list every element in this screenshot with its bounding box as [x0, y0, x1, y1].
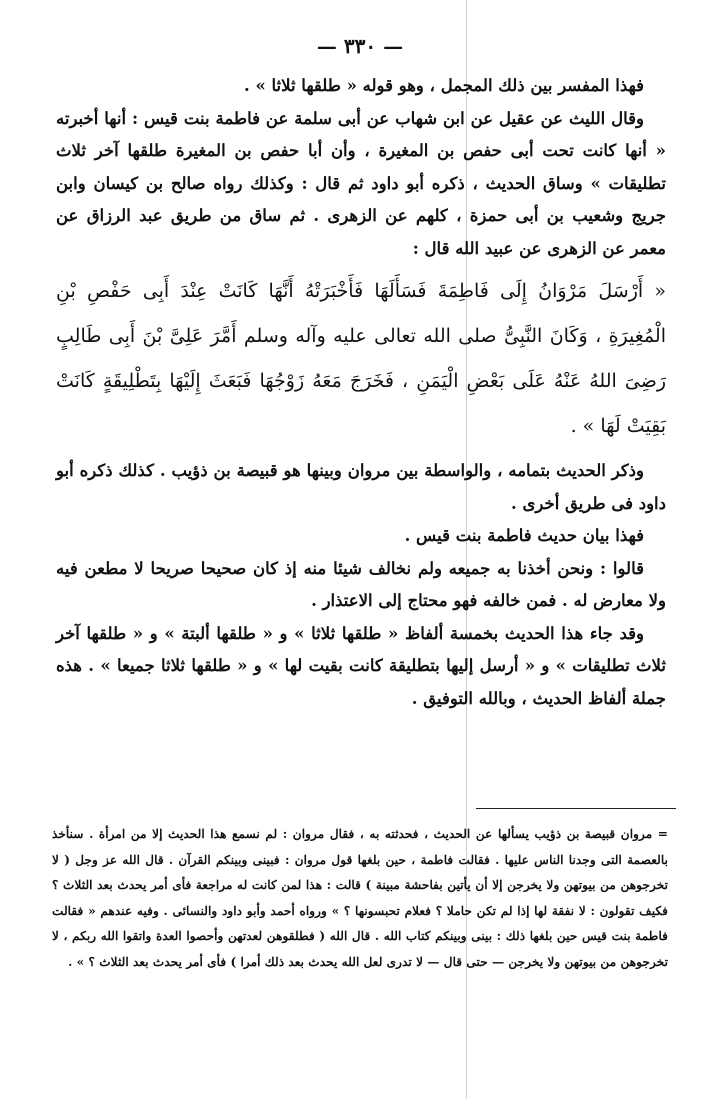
hadith-quote: « أَرْسَلَ مَرْوَانُ إِلَى فَاطِمَةَ فَسَأَلَهَا فَأَخْبَرَتْهُ أَنَّهَا كَانَتْ عِنْدَ أَبِى حَفْصِ بْنِ الْمُغِيرَةِ ، وَكَانَ النَّبِىُّ صلى الله تعالى عليه وآله وسلم أَمَّرَ عَلِىَّ بْنَ أَبِى طَالِبٍ رَضِىَ اللهُ عَنْهُ عَلَى بَعْضِ الْيَمَنِ ، فَخَرَجَ مَعَهُ زَوْجُهَا فَبَعَثَ إِلَيْهَا بِتَطْلِيقَةٍ كَانَتْ بَقِيَتْ لَهَا » . [56, 280, 666, 437]
paragraph-4: فهذا بيان حديث فاطمة بنت قيس . [404, 526, 644, 545]
paragraph-1: فهذا المفسر بين ذلك المجمل ، وهو قوله « طلقها ثلاثا » . [243, 76, 644, 95]
paragraph-5: قالوا : ونحن أخذنا به جميعه ولم نخالف شيئا منه إذ كان صحيحا صريحا لا مطعن فيه ولا معارض له . فمن خالفه فهو محتاج إلى الاعتذار . [56, 558, 666, 610]
paragraph-6: وقد جاء هذا الحديث بخمسة ألفاظ « طلقها ثلاثا » و « طلقها ألبتة » و « طلقها آخر ثلاث تطليقات » و « أرسل إليها بتطليقة كانت بقيت لها » و « طلقها ثلاثا جميعا » . هذه جملة ألفاظ الحديث ، وبالله التوفيق . [56, 623, 666, 708]
footnotes [52, 822, 668, 976]
footnote-1: = مروان قبيصة بن ذؤيب يسألها عن الحديث ، فحدثته به ، فقال مروان : لم نسمع هذا الحديث إلا من امرأة . سنأخذ بالعصمة التى وجدنا الناس عليها . فقالت فاطمة ، حين بلغها قول مروان : فبينى وبينكم القرآن . قال الله عز وجل ( لا تخرجوهن من بيوتهن ولا يخرجن إلا أن يأتين بفاحشة مبينة ) قالت : هذا لمن كانت له مراجعة فأى أمر يحدث بعد الثلاث ؟ فكيف تقولون : لا نفقة لها إذا لم تكن حاملا ؟ فعلام تحبسونها ؟ » ورواه أحمد وأبو داود والنسائى . وفيه عندهم « فقالت فاطمة بنت قيس حين بلغها ذلك : بينى وبينكم كتاب الله . قال الله ( فطلقوهن لعدتهن وأحصوا العدة واتقوا الله ربكم ، لا تخرجوهن من بيوتهن ولا يخرجن — حتى قال — لا تدرى لعل الله يحدث بعد ذلك أمرا ) فأى أمر يحدث بعد الثلاث ؟ » . [52, 827, 668, 969]
main-text [56, 70, 666, 715]
footnote-separator [476, 808, 676, 809]
paragraph-2: وقال الليث عن عقيل عن ابن شهاب عن أبى سلمة عن فاطمة بنت قيس : أنها أخبرته « أنها كانت تحت أبى حفص بن المغيرة ، وأن أبا حفص بن المغيرة طلقها آخر ثلاث تطليقات » وساق الحديث ، ذكره أبو داود ثم قال : وكذلك رواه صالح بن كيسان وابن جريج وشعيب بن أبى حمزة ، كلهم عن الزهرى . ثم ساق من طريق عبد الرزاق عن معمر عن الزهرى عن عبيد الله قال : [56, 108, 666, 258]
page-number: — ٣٣٠ — [316, 34, 404, 58]
paragraph-3: وذكر الحديث بتمامه ، والواسطة بين مروان وبينها هو قبيصة بن ذؤيب . كذلك ذكره أبو داود فى طريق أخرى . [56, 461, 666, 513]
